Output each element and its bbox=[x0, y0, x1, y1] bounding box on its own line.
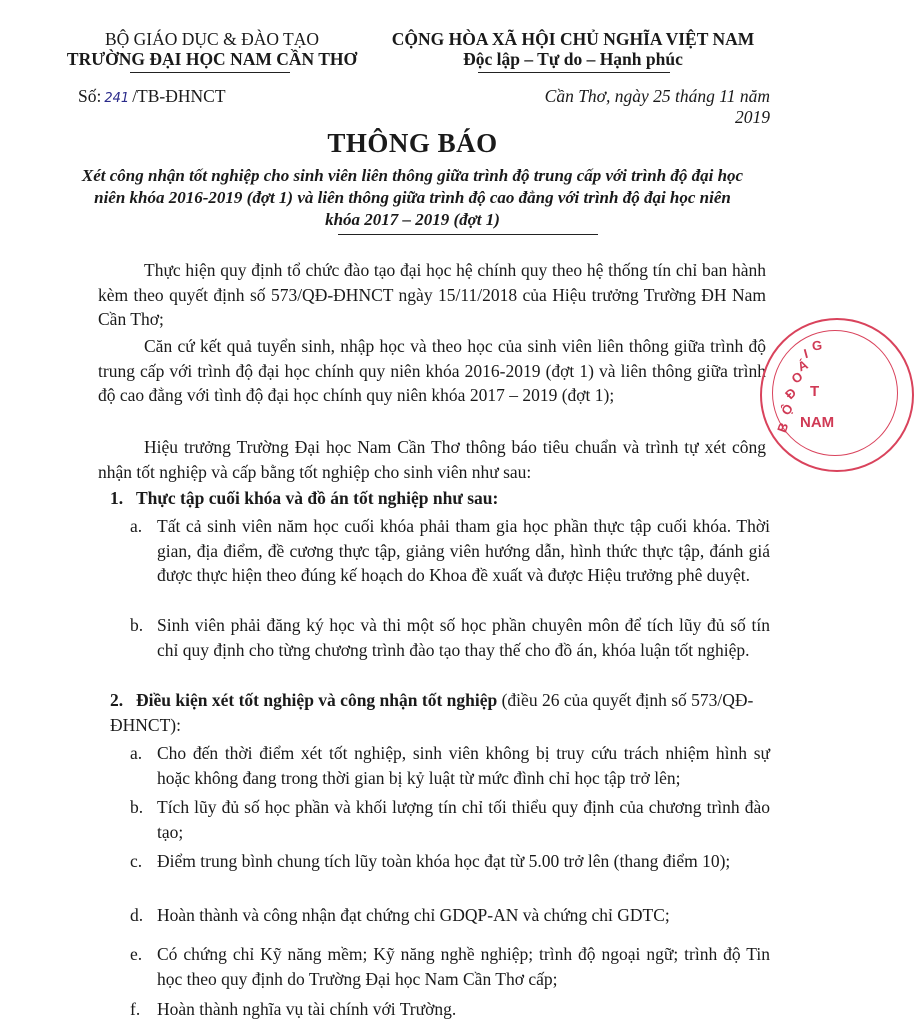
section-2-heading: 2. Điều kiện xét tốt nghiệp và công nhận tốt nghiệp (điều 26 của quyết định số 573/QĐ-ĐHNCT): bbox=[110, 690, 754, 735]
national-motto: Độc lập – Tự do – Hạnh phúc bbox=[463, 49, 683, 69]
section-1-heading: 1. Thực tập cuối khóa và đồ án tốt nghiệp như sau: bbox=[110, 488, 499, 508]
section-2-item-b: b. Tích lũy đủ số học phần và khối lượng tín chỉ tối thiểu quy định của chương trình đào tạo; bbox=[130, 797, 770, 842]
paragraph-1: Thực hiện quy định tổ chức đào tạo đại học hệ chính quy theo hệ thống tín chỉ ban hành kèm theo quyết định số 573/QĐ-ĐHNCT ngày 15/11/2018 của Hiệu trưởng Trường ĐH Nam Cần Thơ; bbox=[98, 260, 766, 329]
republic-name: CỘNG HÒA XÃ HỘI CHỦ NGHĨA VIỆT NAM bbox=[391, 29, 755, 49]
paragraph-2: Căn cứ kết quả tuyển sinh, nhập học và theo học của sinh viên liên thông giữa trình độ trung cấp với trình độ đại học chính quy niên khóa 2016-2019 (đợt 1) và liên thông giữa trình độ cao đẳng với tình độ đại học chính quy niên khóa 2017 – 2019 (đợt 1); bbox=[98, 336, 766, 405]
section-1-item-a: a. Tất cả sinh viên năm học cuối khóa phải tham gia học phần thực tập cuối khóa. Thời gian, địa điểm, đề cương thực tập, giảng viên hướng dẫn, hình thức thực tập, đánh giá được thực hiện theo đúng kế hoạch do Khoa đề xuất và được Hiệu trưởng phê duyệt. bbox=[130, 516, 770, 585]
subtitle-underline bbox=[338, 234, 598, 235]
paragraph-3: Hiệu trưởng Trường Đại học Nam Cần Thơ thông báo tiêu chuẩn và trình tự xét công nhận tốt nghiệp và cấp bằng tốt nghiệp cho sinh viên như sau: bbox=[98, 437, 766, 482]
document-number bbox=[78, 86, 226, 107]
section-2-item-e: e. Có chứng chỉ Kỹ năng mềm; Kỹ năng nghề nghiệp; trình độ ngoại ngữ; trình độ Tin học theo quy định do Trường Đại học Nam Cần Thơ cấp; bbox=[130, 944, 770, 989]
seal-char: Á bbox=[795, 356, 811, 375]
seal-char: O bbox=[788, 368, 806, 387]
section-2-item-a: a. Cho đến thời điểm xét tốt nghiệp, sinh viên không bị truy cứu trách nhiệm hình sự hoặc không đang trong thời gian bị kỷ luật từ mức đình chỉ học tập trở lên; bbox=[130, 743, 770, 788]
doc-number-label: Số: bbox=[78, 86, 102, 106]
seal-char: T bbox=[810, 383, 820, 400]
seal-char: G bbox=[811, 337, 823, 354]
doc-code: /TB-ĐHNCT bbox=[132, 86, 226, 106]
section-2-item-f: f. Hoàn thành nghĩa vụ tài chính với Trường. bbox=[130, 999, 457, 1019]
section-1-item-b: b. Sinh viên phải đăng ký học và thi một số học phần chuyên môn để tích lũy đủ số tín chỉ quy định cho từng chương trình đào tạo thay thế cho đồ án, khóa luận tốt nghiệp. bbox=[130, 615, 770, 660]
section-2-item-c: c. Điểm trung bình chung tích lũy toàn khóa học đạt từ 5.00 trở lên (thang điểm 10); bbox=[130, 851, 731, 871]
seal-char: B bbox=[774, 420, 792, 435]
ministry-name: BỘ GIÁO DỤC & ĐÀO TẠO bbox=[104, 29, 320, 49]
seal-char: I bbox=[802, 345, 810, 362]
section-2-item-d: d. Hoàn thành và công nhận đạt chứng chỉ GDQP-AN và chứng chỉ GDTC; bbox=[130, 905, 670, 925]
document-subtitle: Xét công nhận tốt nghiệp cho sinh viên liên thông giữa trình độ trung cấp với trình độ đại học niên khóa 2016-2019 (đợt 1) và liên thông giữa trình độ cao đẳng với trình độ đại học niên khóa 2017 – 2019 (đợt 1) bbox=[81, 166, 744, 229]
document-title: THÔNG BÁO bbox=[327, 128, 498, 158]
doc-number-handwritten: 241 bbox=[104, 91, 130, 106]
seal-char: Đ bbox=[782, 384, 800, 403]
seal-char: Ộ bbox=[778, 401, 797, 418]
seal-char: NAM bbox=[800, 414, 835, 431]
header-left-underline bbox=[130, 72, 290, 73]
university-name: TRƯỜNG ĐẠI HỌC NAM CẦN THƠ bbox=[66, 49, 358, 69]
header-right-underline bbox=[478, 72, 670, 73]
date-line: Cần Thơ, ngày 25 tháng 11 năm 2019 bbox=[544, 86, 770, 127]
